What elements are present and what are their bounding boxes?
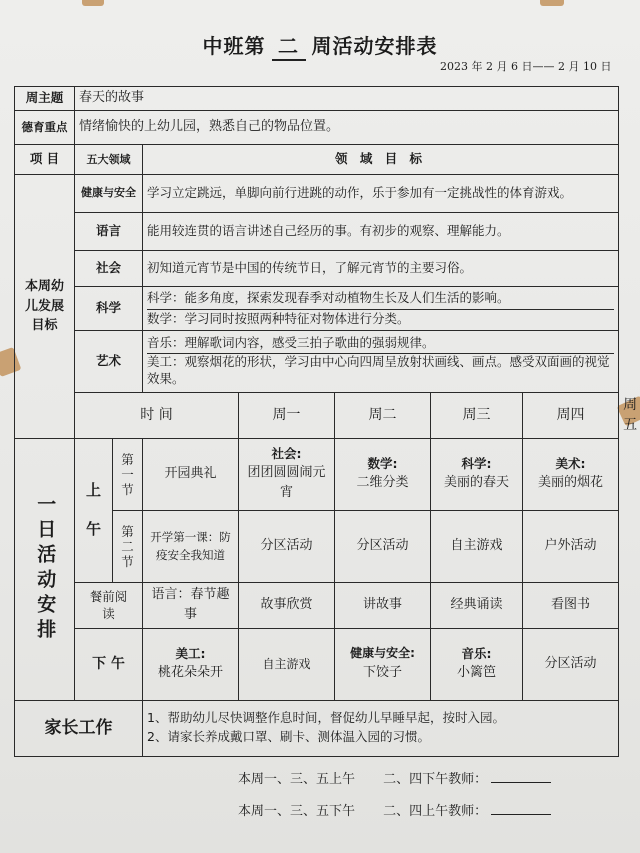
schedule-cell: 社会: 团团圆圆闹元宵 (239, 438, 335, 510)
schedule-cell: 科学: 美丽的春天 (431, 438, 523, 510)
schedule-cell: 音乐: 小篱笆 (431, 628, 523, 700)
schedule-cell: 分区活动 (335, 510, 431, 582)
schedule-cell: 开园典礼 (143, 438, 239, 510)
parents-row (15, 700, 619, 756)
goal-row (15, 331, 619, 393)
goal-area: 艺术 (75, 331, 143, 393)
schedule-cell: 经典诵读 (431, 582, 523, 628)
teacher-line-2: 本周一、三、五下午 二、四上午教师： (0, 800, 640, 819)
reading-label: 餐前阅读 (75, 582, 143, 628)
schedule-cell: 故事欣赏 (239, 582, 335, 628)
parents-label: 家长工作 (15, 700, 143, 756)
teacher-blank (491, 814, 551, 815)
targets-header: 领 域 目 标 (143, 145, 619, 175)
schedule-cell: 讲故事 (335, 582, 431, 628)
goal-row (15, 287, 619, 331)
goal-text-line: 数学：学习同时按照两种特征对物体进行分类。 (147, 310, 410, 326)
theme-label: 周主题 (15, 87, 75, 111)
activity-table (14, 86, 619, 757)
moral-label: 德育重点 (15, 111, 75, 145)
schedule-row-morning-1 (15, 438, 619, 510)
schedule-cell: 自主游戏 (431, 510, 523, 582)
goal-row (15, 213, 619, 251)
goal-row (15, 251, 619, 287)
goal-text: 能用较连贯的语言讲述自己经历的事。有初步的观察、理解能力。 (143, 213, 619, 251)
goal-row (15, 175, 619, 213)
schedule-cell: 健康与安全: 下饺子 (335, 628, 431, 700)
goal-text-line: 音乐：理解歌词内容，感受三拍子歌曲的强弱规律。 (147, 335, 614, 354)
goal-area: 科学 (75, 287, 143, 331)
schedule-row-afternoon (15, 628, 619, 700)
time-header: 时 间 (75, 393, 239, 439)
week-number: 二 (272, 30, 306, 61)
session-label: 第二节 (113, 510, 143, 582)
day-header: 周二 (335, 393, 431, 439)
moral-value: 情绪愉快的上幼儿园，熟悉自己的物品位置。 (75, 111, 619, 145)
goal-area: 语言 (75, 213, 143, 251)
teacher-line-1: 本周一、三、五上午 二、四下午教师： (0, 768, 640, 787)
schedule-cell: 户外活动 (523, 510, 619, 582)
theme-row (15, 87, 619, 111)
day-header: 周四 (523, 393, 619, 439)
goal-text: 初知道元宵节是中国的传统节日，了解元宵节的主要习俗。 (143, 251, 619, 287)
date-range: 2023 年 2 月 6 日—— 2 月 10 日 (440, 60, 612, 73)
schedule-cell: 分区活动 (523, 628, 619, 700)
session-label: 第一节 (113, 438, 143, 510)
goals-group-label: 本周幼儿发展目标 (15, 175, 75, 439)
goals-header-row (15, 145, 619, 175)
tape-clip-top (82, 0, 104, 6)
goal-text-art (143, 331, 619, 393)
teacher-blank (491, 782, 551, 783)
areas-header: 五大领域 (75, 145, 143, 175)
schedule-header-row (15, 393, 619, 439)
schedule-cell: 语言：春节趣事 (143, 582, 239, 628)
goal-text-line: 美工：观察烟花的形状，学习由中心向四周呈放射状画线、画点。感受双面画的视觉效果。 (147, 354, 610, 386)
goal-text: 学习立定跳远，单脚向前行进跳的动作，乐于参加有一定挑战性的体育游戏。 (143, 175, 619, 213)
schedule-cell: 分区活动 (239, 510, 335, 582)
daily-schedule-label: 一日活动安排 (15, 438, 75, 700)
goal-area: 健康与安全 (75, 175, 143, 213)
parents-line: 2、请家长养成戴口罩、刷卡、测体温入园的习惯。 (147, 729, 430, 745)
day-header: 周一 (239, 393, 335, 439)
tape-clip-top-right (540, 0, 564, 6)
schedule-cell: 美术: 美丽的烟花 (523, 438, 619, 510)
moral-row (15, 111, 619, 145)
goal-text-line: 科学：能多角度，探索发现春季对动植物生长及人们生活的影响。 (147, 289, 614, 309)
afternoon-label: 下 午 (75, 628, 143, 700)
goal-text-science (143, 287, 619, 331)
item-header: 项 目 (15, 145, 75, 175)
schedule-row-reading (15, 582, 619, 628)
parents-line: 1、帮助幼儿尽快调整作息时间，督促幼儿早睡早起，按时入园。 (147, 710, 505, 726)
schedule-cell: 自主游戏 (239, 628, 335, 700)
schedule-cell: 美工: 桃花朵朵开 (143, 628, 239, 700)
schedule-cell: 看图书 (523, 582, 619, 628)
goal-area: 社会 (75, 251, 143, 287)
page-title: 中班第 二 周活动安排表 (0, 30, 640, 61)
theme-value: 春天的故事 (75, 87, 619, 111)
day-header: 周三 (431, 393, 523, 439)
schedule-cell: 数学: 二维分类 (335, 438, 431, 510)
parents-text (143, 700, 619, 756)
schedule-cell: 开学第一课：防疫安全我知道 (143, 510, 239, 582)
morning-label: 上 午 (75, 438, 113, 582)
